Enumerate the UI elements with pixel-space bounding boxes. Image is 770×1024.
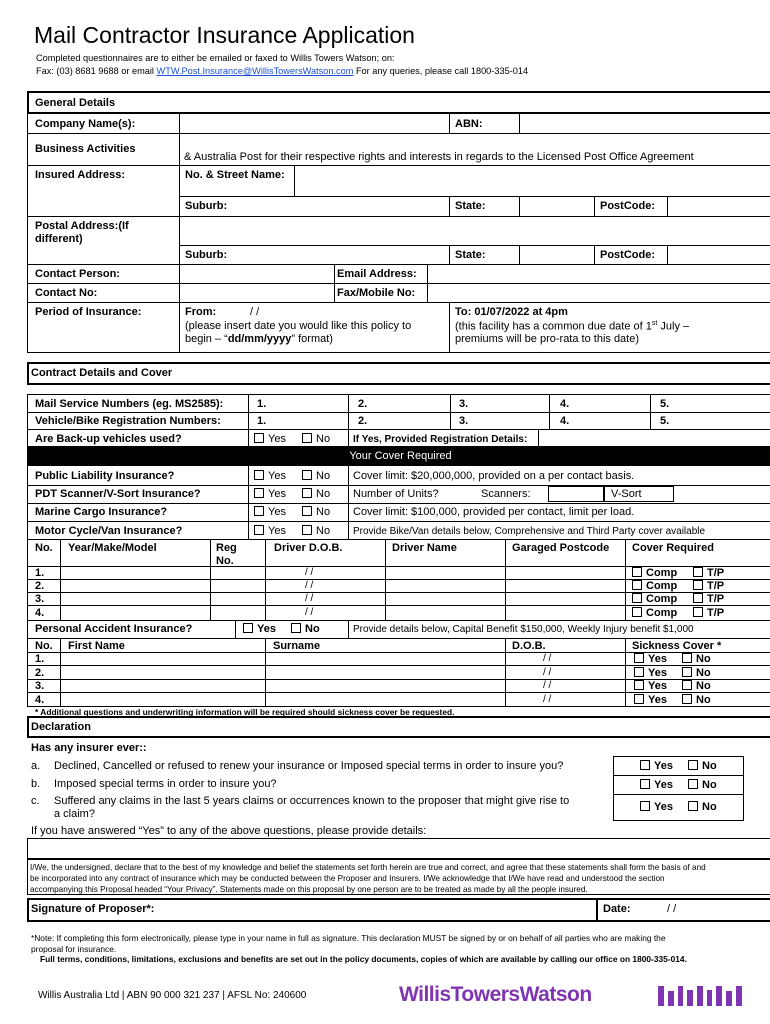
from-note-2: begin – “dd/mm/yyyy” format)	[185, 333, 333, 345]
vehicle-dob-1[interactable]: / /	[305, 567, 314, 578]
state-label: State:	[455, 200, 486, 212]
pa-dob-3[interactable]: / /	[543, 680, 552, 691]
q-b-label: b.	[31, 778, 41, 790]
street-field[interactable]	[296, 166, 770, 195]
postal-suburb-label: Suburb:	[185, 249, 228, 261]
to-note-1: (this facility has a common due date of 1st July –	[455, 320, 690, 333]
col-no: No.	[35, 542, 53, 554]
rego-4[interactable]: 4.	[560, 415, 570, 427]
sick-no-1[interactable]: No	[682, 653, 711, 665]
insured-address-label: Insured Address:	[35, 169, 126, 181]
postal-address-field[interactable]	[181, 217, 770, 244]
personal-accident-label: Personal Accident Insurance?	[35, 623, 193, 635]
col-year-make-model: Year/Make/Model	[68, 542, 157, 554]
q-b-no[interactable]: No	[688, 779, 717, 791]
pa-col-sickness-cover: Sickness Cover *	[632, 640, 722, 652]
your-cover-required-bar: Your Cover Required	[28, 447, 770, 466]
vehicle-dob-2[interactable]: / /	[305, 580, 314, 591]
insurer-question: Has any insurer ever::	[31, 742, 147, 754]
to-note-2: premiums will be pro-rata to this date)	[455, 333, 640, 345]
tp-checkbox-4[interactable]: T/P	[693, 607, 724, 619]
marine-cargo-label: Marine Cargo Insurance?	[35, 506, 168, 518]
header-line-2: Fax: (03) 8681 9688 or email WTW.Post.Insurance@WillisTowersWatson.com For any queries, please call 1800-335-014	[36, 66, 529, 76]
vehicle-row-3: 3.	[35, 593, 45, 605]
pa-col-surname: Surname	[273, 640, 321, 652]
vehicle-row-2: 2.	[35, 580, 45, 592]
header-line-1: Completed questionnaires are to either be emailed or faxed to Willis Towers Watson; on:	[36, 53, 395, 63]
general-details-header	[27, 91, 770, 114]
vehicle-registration-label: Vehicle/Bike Registration Numbers:	[35, 415, 221, 427]
general-details-title: General Details	[35, 97, 116, 109]
company-name-field[interactable]	[181, 115, 447, 132]
company-name-label: Company Name(s):	[35, 118, 136, 130]
mail-service-numbers-label: Mail Service Numbers (eg. MS2585):	[35, 398, 224, 410]
postal-postcode-label: PostCode:	[600, 249, 655, 261]
full-terms-note: Full terms, conditions, limitations, exclusions and benefits are set out in the policy documents, copies of which are available by calling our office on 1800-335-014.	[40, 954, 687, 964]
abn-field[interactable]	[521, 115, 770, 132]
col-garaged-postcode: Garaged Postcode	[512, 542, 610, 554]
rego-1[interactable]: 1.	[257, 415, 267, 427]
q-c-yes[interactable]: Yes	[640, 801, 673, 813]
pdt-no-checkbox[interactable]: No	[302, 488, 330, 500]
signature-label: Signature of Proposer*:	[31, 903, 155, 915]
vehicle-row-4: 4.	[35, 607, 45, 619]
tp-checkbox-1[interactable]: T/P	[693, 567, 724, 579]
vehicle-row-1: 1.	[35, 567, 45, 579]
comp-checkbox-2[interactable]: Comp	[632, 580, 677, 592]
date-label: Date:	[603, 903, 631, 915]
q-a-text: Declined, Cancelled or refused to renew your insurance or Imposed special terms in order to insure you?	[54, 760, 564, 772]
marine-no-checkbox[interactable]: No	[302, 506, 330, 518]
pai-no-checkbox[interactable]: No	[291, 623, 320, 635]
signature-field[interactable]	[165, 900, 593, 920]
motor-yes-checkbox[interactable]: Yes	[254, 525, 286, 537]
units-label: Number of Units?	[353, 488, 439, 500]
pa-row-1: 1.	[35, 653, 45, 665]
q-b-text: Imposed special terms in order to insure you?	[54, 778, 277, 790]
motor-no-checkbox[interactable]: No	[302, 525, 330, 537]
rego-5[interactable]: 5.	[660, 415, 670, 427]
pa-dob-1[interactable]: / /	[543, 653, 552, 664]
col-driver-dob: Driver D.O.B.	[274, 542, 343, 554]
business-activities-label: Business Activities	[35, 143, 136, 155]
contact-no-label: Contact No:	[35, 287, 98, 299]
pa-row-2: 2.	[35, 667, 45, 679]
to-label: To: 01/07/2022 at 4pm	[455, 306, 568, 318]
contact-person-label: Contact Person:	[35, 268, 120, 280]
from-label: From:	[185, 306, 217, 318]
msn-2[interactable]: 2.	[358, 398, 368, 410]
msn-3[interactable]: 3.	[459, 398, 469, 410]
footer-company: Willis Australia Ltd | ABN 90 000 321 237 | AFSL No: 240600	[38, 990, 307, 1001]
pli-note: Cover limit: $20,000,000, provided on a per contact basis.	[353, 470, 635, 482]
pa-row-4: 4.	[35, 694, 45, 706]
tp-checkbox-2[interactable]: T/P	[693, 580, 724, 592]
marine-yes-checkbox[interactable]: Yes	[254, 506, 286, 518]
wtw-logo-mark-icon	[658, 986, 746, 1006]
q-c-text-1: Suffered any claims in the last 5 years claims or occurrences known to the proposer that might give rise to	[54, 795, 570, 807]
q-c-label: c.	[31, 795, 40, 807]
pa-dob-4[interactable]: / /	[543, 694, 552, 705]
email-address-label: Email Address:	[337, 268, 417, 280]
msn-1[interactable]: 1.	[257, 398, 267, 410]
if-yes-registration-label: If Yes, Provided Registration Details:	[353, 434, 528, 445]
comp-checkbox-4[interactable]: Comp	[632, 607, 677, 619]
email-link[interactable]: WTW.Post.Insurance@WillisTowersWatson.com	[156, 66, 354, 76]
period-label: Period of Insurance:	[35, 306, 142, 318]
postal-address-label: Postal Address:(If different)	[35, 220, 129, 245]
answers-box	[613, 756, 744, 821]
from-date-field[interactable]: / /	[250, 306, 260, 318]
tp-checkbox-3[interactable]: T/P	[693, 593, 724, 605]
pa-dob-2[interactable]: / /	[543, 667, 552, 678]
sickness-footnote: * Additional questions and underwriting information will be required should sickness cover be requested.	[35, 707, 455, 717]
msn-4[interactable]: 4.	[560, 398, 570, 410]
q-c-no[interactable]: No	[688, 801, 717, 813]
pa-col-no: No.	[35, 640, 53, 652]
postal-state-label: State:	[455, 249, 486, 261]
col-reg-no: Reg No.	[216, 542, 237, 567]
sick-yes-1[interactable]: Yes	[634, 653, 667, 665]
sick-no-4[interactable]: No	[682, 694, 711, 706]
pai-note: Provide details below, Capital Benefit $150,000, Weekly Injury benefit $1,000	[353, 624, 694, 635]
backup-vehicles-label: Are Back-up vehicles used?	[35, 433, 182, 445]
from-note-1: (please insert date you would like this policy to	[185, 320, 412, 332]
pa-col-first-name: First Name	[68, 640, 125, 652]
vehicle-dob-3[interactable]: / /	[305, 593, 314, 604]
declaration-text: I/We, the undersigned, declare that to the best of my knowledge and belief the statements set forth herein are true and correct, and agree that these statements shall form the basis of and be incorporated into any contract of insurance which may be conducted between the Proposer and Insurers. I/We acknowledge that I/We have read and understood the section accompanying this Proposal headed “Your Privacy”. Statements made on this proposal by one person are to be treated as made by all the people insured.	[30, 863, 706, 894]
declaration-header	[27, 716, 770, 738]
date-field[interactable]: / /	[667, 903, 677, 915]
scanners-field[interactable]	[548, 486, 604, 502]
vsort-label: V-Sort	[611, 488, 642, 500]
public-liability-label: Public Liability Insurance?	[35, 470, 175, 482]
rego-2[interactable]: 2.	[358, 415, 368, 427]
q-c-text-2: a claim?	[54, 808, 95, 820]
wtw-logo-text: WillisTowersWatson	[399, 983, 592, 1006]
business-activities-value: & Australia Post for their respective rights and interests in regards to the Licensed Post Office Agreement	[184, 151, 694, 163]
abn-label: ABN:	[455, 118, 483, 130]
marine-note: Cover limit: $100,000, provided per contact, limit per load.	[353, 506, 635, 518]
street-label: No. & Street Name:	[185, 169, 285, 181]
q-b-yes[interactable]: Yes	[640, 779, 673, 791]
pdt-scanner-label: PDT Scanner/V-Sort Insurance?	[35, 488, 201, 500]
pdt-yes-checkbox[interactable]: Yes	[254, 488, 286, 500]
suburb-label: Suburb:	[185, 200, 228, 212]
q-a-no[interactable]: No	[688, 760, 717, 772]
pli-yes-checkbox[interactable]: Yes	[254, 470, 286, 482]
details-prompt: If you have answered “Yes” to any of the above questions, please provide details:	[31, 825, 427, 837]
sick-yes-4[interactable]: Yes	[634, 694, 667, 706]
declaration-title: Declaration	[31, 721, 91, 733]
details-field[interactable]	[27, 838, 770, 859]
pli-no-checkbox[interactable]: No	[302, 470, 330, 482]
q-a-label: a.	[31, 760, 41, 772]
pa-col-dob: D.O.B.	[512, 640, 546, 652]
motor-note: Provide Bike/Van details below, Comprehensive and Third Party cover available	[353, 526, 706, 537]
sick-yes-2[interactable]: Yes	[634, 667, 667, 679]
msn-5[interactable]: 5.	[660, 398, 670, 410]
pa-row-3: 3.	[35, 680, 45, 692]
form-title: Mail Contractor Insurance Application	[34, 22, 415, 48]
signature-note: *Note: If completing this form electronically, please type in your name in full as signature. This declaration MUST be signed by or on behalf of all parties who are making the proposal for insurance.	[31, 933, 666, 954]
contract-details-title: Contract Details and Cover	[31, 367, 173, 379]
col-cover-required: Cover Required	[632, 542, 714, 554]
rego-3[interactable]: 3.	[459, 415, 469, 427]
sick-no-2[interactable]: No	[682, 667, 711, 679]
postcode-label: PostCode:	[600, 200, 655, 212]
comp-checkbox-3[interactable]: Comp	[632, 593, 677, 605]
q-a-yes[interactable]: Yes	[640, 760, 673, 772]
scanners-label: Scanners:	[481, 488, 531, 500]
backup-no-checkbox[interactable]: No	[302, 433, 330, 445]
pai-yes-checkbox[interactable]: Yes	[243, 623, 276, 635]
sick-no-3[interactable]: No	[682, 680, 711, 692]
vehicle-dob-4[interactable]: / /	[305, 607, 314, 618]
sick-yes-3[interactable]: Yes	[634, 680, 667, 692]
fax-mobile-label: Fax/Mobile No:	[337, 287, 416, 299]
col-driver-name: Driver Name	[392, 542, 457, 554]
motor-cycle-label: Motor Cycle/Van Insurance?	[35, 525, 183, 537]
comp-checkbox-1[interactable]: Comp	[632, 567, 677, 579]
backup-yes-checkbox[interactable]: Yes	[254, 433, 286, 445]
